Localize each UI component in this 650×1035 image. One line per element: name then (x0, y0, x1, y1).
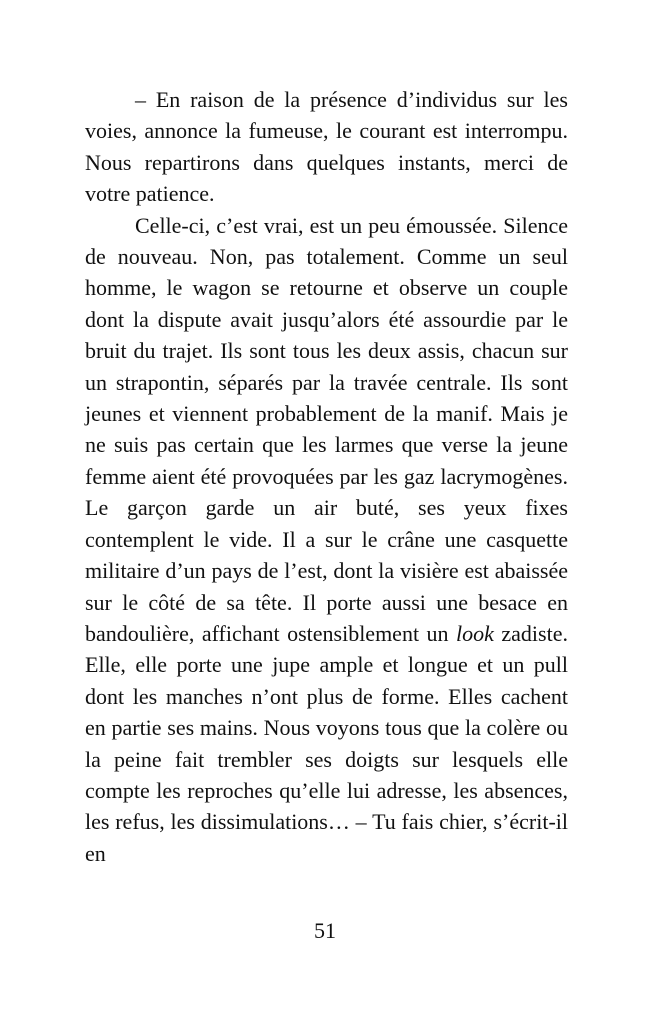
page-body (85, 84, 568, 869)
paragraph-text-part-2: zadiste. Elle, elle porte une jupe ample et longue et un pull dont les manches n’ont plus de forme. Elles cachent en partie ses mains. Nous voyons tous que la colère ou la peine fait trembler ses doigts sur lesquels elle compte les reproches qu’elle lui adresse, les absences, les refus, les dissimulations… – Tu fais chier, s’écrit-il en (85, 620, 568, 866)
page-number: 51 (314, 918, 336, 943)
paragraph-text-part-1: Celle-ci, c’est vrai, est un peu émoussée. Silence de nouveau. Non, pas totalement. Comme un seul homme, le wagon se retourne et observe un couple dont la dispute avait jusqu’alors été assourdie par le bruit du trajet. Ils sont tous les deux assis, chacun sur un strapontin, séparés par la travée centrale. Ils sont jeunes et viennent probablement de la manif. Mais je ne suis pas certain que les larmes que verse la jeune femme aient été provoquées par les gaz lacrymogènes. Le garçon garde un air buté, ses yeux fixes contemplent le vide. Il a sur le crâne une casquette militaire d’un pays de l’est, dont la visière est abaissée sur le côté de sa tête. Il porte aussi une besace en bandoulière, affichant ostensiblement un (85, 212, 568, 646)
paragraph-announcement: – En raison de la présence d’individus sur les voies, annonce la fumeuse, le courant est interrompu. Nous repartirons dans quelques instants, merci de votre patience. (85, 87, 568, 207)
italic-word-look: look (456, 620, 494, 646)
paragraph-couple-dispute (85, 210, 568, 870)
